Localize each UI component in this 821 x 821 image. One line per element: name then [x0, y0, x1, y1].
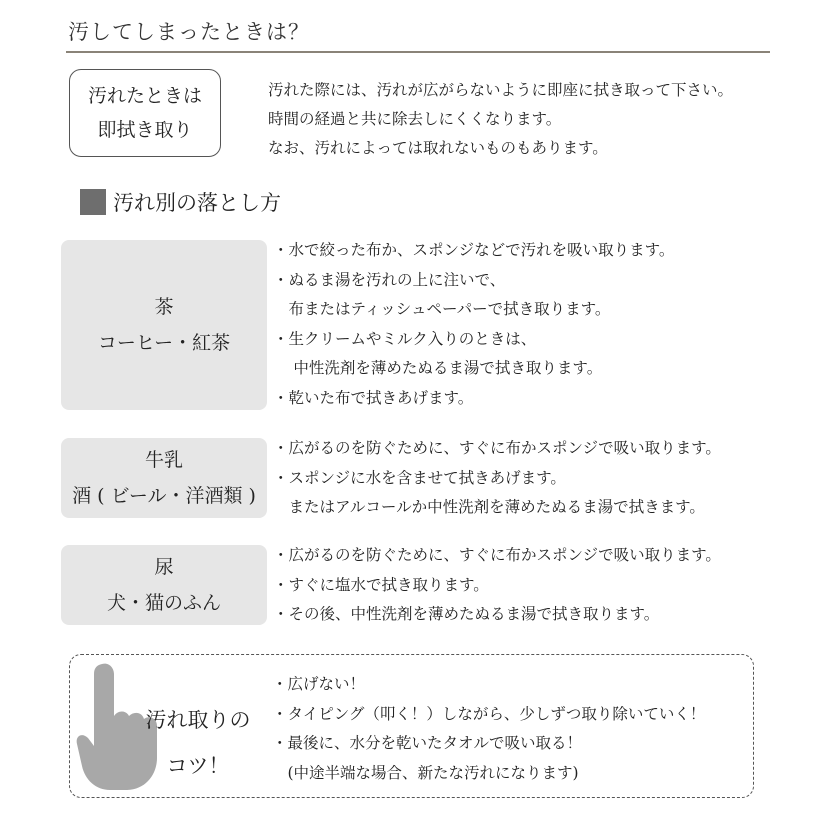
intro-line: 時間の経過と共に除去しにくくなります。 — [268, 110, 562, 128]
tips-label-line-1: 汚れ取りの — [145, 708, 251, 732]
intro-line: なお、汚れによっては取れないものもあります。 — [268, 139, 608, 157]
tips-label — [138, 697, 258, 789]
stain-steps-urine — [273, 541, 721, 630]
tip-line: ・タイピング（叩く！）しながら、少しずつ取り除いていく！ — [272, 704, 706, 723]
stain-steps-tea — [273, 236, 674, 413]
step-line: ・広がるのを防ぐために、すぐに布かスポンジで吸い取ります。 — [273, 546, 721, 564]
step-line: ・乾いた布で拭きあげます。 — [273, 388, 474, 407]
tip-line: (中途半端な場合、新たな汚れになります) — [272, 763, 579, 782]
tips-label-line-2: コツ！ — [166, 754, 230, 778]
step-line: ・その後、中性洗剤を薄めたぬるま湯で拭き取ります。 — [273, 605, 660, 623]
section-heading-text: 汚れ別の落とし方 — [113, 191, 281, 215]
stain-label-line-2: 犬・猫のふん — [106, 592, 221, 614]
step-line: ・生クリームやミルク入りのときは、 — [273, 329, 537, 348]
stain-steps-milk — [273, 434, 721, 523]
step-line: ・広がるのを防ぐために、すぐに布かスポンジで吸い取ります。 — [273, 439, 721, 457]
stain-label-line-1: 茶 — [154, 296, 174, 318]
step-line: ・すぐに塩水で拭き取ります。 — [273, 575, 489, 594]
intro-line: 汚れた際には、汚れが広がらないように即座に拭き取って下さい。 — [268, 81, 734, 99]
tip-line: ・最後に、水分を乾いたタオルで吸い取る！ — [272, 734, 583, 752]
step-line: ・スポンジに水を含ませて拭きあげます。 — [273, 468, 566, 487]
tips-list — [272, 670, 705, 788]
stain-label-line-1: 尿 — [154, 556, 174, 578]
badge-line-1: 汚れたときは — [87, 85, 202, 107]
page-title: 汚してしまったときは？ — [68, 20, 310, 44]
stain-label-line-2: コーヒー・紅茶 — [97, 332, 231, 354]
step-line: ・ぬるま湯を汚れの上に注いで、 — [273, 270, 506, 289]
title-rule — [66, 51, 770, 53]
step-line: またはアルコールか中性洗剤を薄めたぬるま湯で拭きます。 — [273, 498, 705, 516]
square-bullet-icon — [80, 189, 106, 215]
section-heading — [80, 187, 281, 217]
wipe-immediately-badge — [69, 69, 221, 157]
tip-line: ・広げない！ — [272, 675, 366, 693]
stain-label-line-1: 牛乳 — [144, 449, 183, 471]
step-line: ・水で絞った布か、スポンジなどで汚れを吸い取ります。 — [273, 241, 675, 259]
intro-text — [268, 76, 733, 163]
stain-label-tea — [61, 240, 267, 410]
stain-label-milk — [61, 438, 267, 518]
stain-label-line-2: 酒 ( ビール・洋酒類 ) — [72, 485, 256, 507]
step-line: 布またはティッシュペーパーで拭き取ります。 — [273, 300, 611, 318]
badge-line-2: 即拭き取り — [97, 119, 193, 141]
step-line: 中性洗剤を薄めたぬるま湯で拭き取ります。 — [273, 359, 603, 377]
stain-label-urine — [61, 545, 267, 625]
